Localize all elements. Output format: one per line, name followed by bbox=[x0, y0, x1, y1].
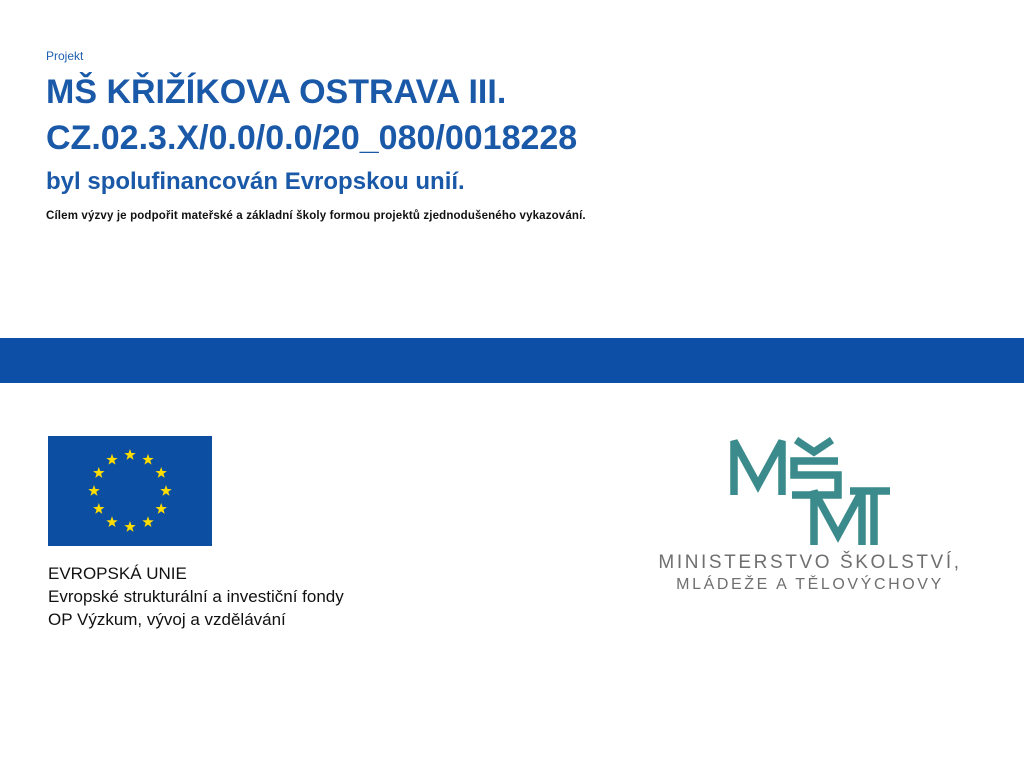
project-label: Projekt bbox=[46, 49, 84, 63]
eu-caption bbox=[48, 562, 344, 631]
cofinancing-statement: byl spolufinancován Evropskou unií. bbox=[46, 168, 465, 195]
ministry-name-line2: MLÁDEŽE A TĚLOVÝCHOVY bbox=[676, 576, 944, 593]
eu-programme: OP Výzkum, vývoj a vzdělávání bbox=[48, 610, 286, 629]
eu-funds: Evropské strukturální a investiční fondy bbox=[48, 587, 344, 606]
eu-flag-icon bbox=[48, 436, 212, 546]
blue-divider-band bbox=[0, 338, 1024, 383]
ministry-name-line1: MINISTERSTVO ŠKOLSTVÍ, bbox=[658, 552, 962, 573]
project-registration-number: CZ.02.3.X/0.0/0.0/20_080/0018228 bbox=[46, 119, 578, 157]
call-description: Cílem výzvy je podpořit mateřské a základní školy formou projektů zjednodušeného vykazování. bbox=[46, 210, 586, 222]
eu-name: EVROPSKÁ UNIE bbox=[48, 564, 187, 583]
project-title: MŠ KŘIŽÍKOVA OSTRAVA III. bbox=[46, 73, 507, 111]
msmt-logo-icon bbox=[726, 437, 892, 549]
